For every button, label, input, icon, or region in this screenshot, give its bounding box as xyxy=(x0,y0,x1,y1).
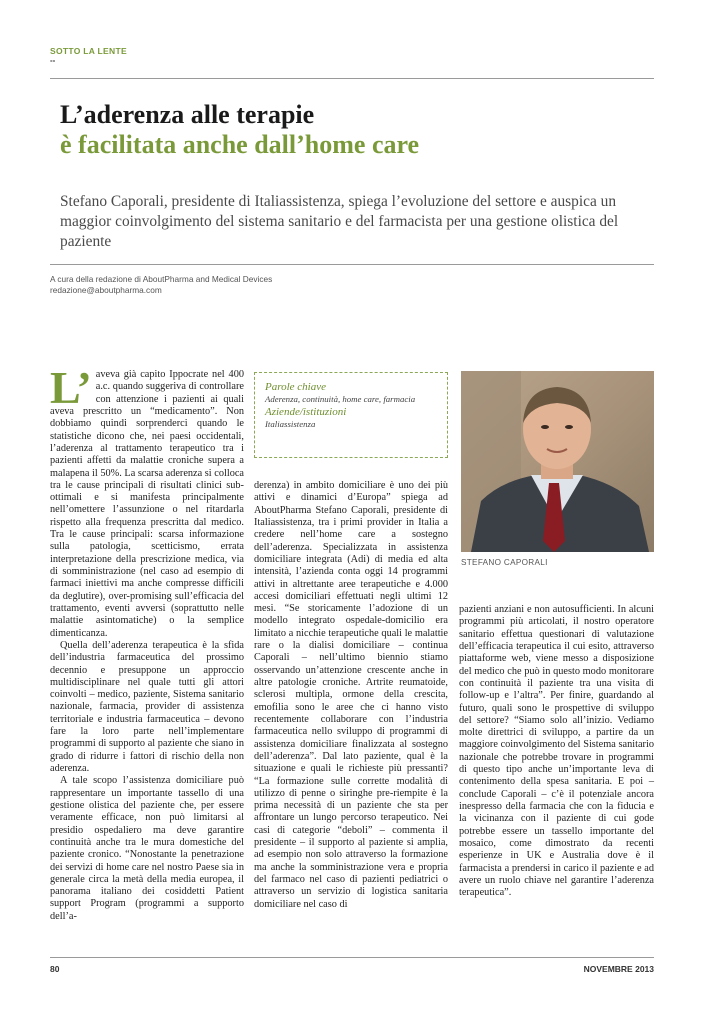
footer-rule xyxy=(50,957,654,958)
portrait-photo-image xyxy=(461,371,654,552)
article-title-line2: è facilitata anche dall’home care xyxy=(60,130,420,159)
article-title-line1: L’aderenza alle terapie xyxy=(60,100,315,129)
photo-caption: STEFANO CAPORALI xyxy=(461,558,548,567)
article-column-3 xyxy=(459,604,654,900)
subtitle-rule xyxy=(50,264,654,265)
section-dash: -- xyxy=(50,56,56,65)
keywords-text: Aderenza, continuità, home care, farmacia xyxy=(265,394,416,404)
article-paragraph: pazienti anziani e non autosufficienti. In alcuni programmi più articolati, il nostro operatore sanitario effettua questionari di valutazione dell’efficacia terapeutica il cui esito, attraverso piattaforme web, viene messo a disposizione del medico che può in questo modo monitorare con continuità il paziente tra una visita di follow-up e l’altra”. Per finire, guardando al futuro, quali sono le prospettive di sviluppo del settore? “Siamo solo all’inizio. Vediamo molte direttrici di sviluppo, a partire da un maggiore coinvolgimento del Sistema sanitario nazionale che potrebbe trovare in programmi di questo tipo anche un’importante leva di contenimento della spesa sanitaria. E poi – conclude Caporali – c’è il potenziale ancora inespresso della farmacia che con la fiducia e la vicinanza con il paziente di cui gode potrebbe essere un tassello importante del mosaico, come dimostrato da recenti esperienze in UK e Australia dove è il farmacista a prendersi in carico il paziente e ad avere un ruolo chiave nel garantire l’aderenza terapeutica”. xyxy=(459,604,654,899)
page-number: 80 xyxy=(50,964,60,974)
drop-cap: L’ xyxy=(50,362,92,413)
issue-date: NOVEMBRE 2013 xyxy=(583,964,654,974)
keywords-heading: Parole chiave xyxy=(265,381,326,393)
section-label: SOTTO LA LENTE xyxy=(50,46,127,56)
top-rule xyxy=(50,78,654,79)
article-column-2 xyxy=(254,480,448,911)
portrait-photo xyxy=(461,371,654,552)
credit-editor: A cura della redazione di AboutPharma and Medical Devices xyxy=(50,274,273,284)
article-subtitle: Stefano Caporali, presidente di Italiassistenza, spiega l’evoluzione del settore e auspica un maggior coinvolgimento del sistema sanitario e del farmacista per una gestione olistica del paziente xyxy=(60,193,619,250)
article-paragraph: Quella dell’aderenza terapeutica è la sfida dell’industria farmaceutica del prossimo decennio e presuppone un approccio multidisciplinare nel quale tutti gli attori coinvolti – medico, paziente, Sistema sanitario nazionale, farmacia, provider di assistenza territoriale e industria farmaceutica – devono fare la loro parte nell’implementare programmi di supporto al paziente che siano in grado di ridurre i fattori di rischio della non aderenza. xyxy=(50,639,244,774)
companies-heading: Aziende/istituzioni xyxy=(265,406,347,418)
article-column-1 xyxy=(50,362,244,923)
credit xyxy=(50,274,272,296)
credit-email[interactable]: redazione@aboutpharma.com xyxy=(50,285,162,295)
article-paragraph: L’ aveva già capito Ippocrate nel 400 a.c. quando suggeriva di controllare con attenzione i pazienti ai quali aveva prescritto un “medicamento”. Non dobbiamo quindi sorprenderci quando le statistiche dicono che, nei paesi occidentali, l’aderenza al trattamento terapeutico tra i pazienti affetti da malattie croniche supera a malapena il 50%. La scarsa aderenza si colloca tra le cause principali di risultati clinici sub-ottimali e si manifesta principalmente nell’omettere l’assunzione o nel ritardarla rispetto alla frequenza prescritta dal medico. Tra le cause principali: scarsa informazione sulla patologia, scetticismo, errata interpretazione della prescrizione medica, via di somministrazione (nel caso ad esempio di farmaci iniettivi ma anche compresse difficili da deglutire), over-promising sull’efficacia del trattamento, eventi avversi (soprattutto nelle malattie asintomatiche) o la semplice dimenticanza. xyxy=(50,362,244,639)
companies-text: Italiassistenza xyxy=(265,419,316,429)
article-paragraph: derenza) in ambito domiciliare è uno dei più attivi e dinamici d’Europa” spiega ad AboutPharma Stefano Caporali, presidente di Italiassistenza, tra i primi provider in Italia a credere nell’home care a sostegno dell’aderenza. Specializzata in assistenza domiciliare integrata (Adi) di media ed alta intensità, l’azienda conta oggi 14 programmi attivi in altrettante aree terapeutiche e 4.000 accesi domiciliari effettuati negli ultimi 12 mesi. “Se storicamente l’adozione di un modello integrato ospedale-domicilio era limitato a nicchie terapeutiche quali le malattie rare o la dialisi domiciliare – continua Caporali – nell’ultimo biennio stiamo osservando un’attenzione crescente anche in altre patologie croniche. Artrite reumatoide, sclerosi multipla, ormone della crescita, emofilia sono le aree che ci hanno visto recentemente collaborare con l’industria farmaceutica nello sviluppo di programmi di assistenza domiciliare finalizzata al sostegno dell’aderenza”. Dal lato paziente, qual è la situazione e quali le richieste più pressanti? “La formazione sulle corrette modalità di utilizzo di penne o siringhe pre-riempite è la prima necessità di un paziente che sta per affrontare un lungo percorso terapeutico. Nei casi di categorie “deboli” – commenta il presidente – il supporto al paziente si amplia, ad esempio non solo attraverso la formazione ma anche la somministrazione vera e propria del farmaco nel caso di pazienti pediatrici o attraverso un servizio di logistica sanitaria domiciliare nel caso di xyxy=(254,480,448,910)
keywords-box xyxy=(254,372,448,458)
article-paragraph: A tale scopo l’assistenza domiciliare può rappresentare un importante tassello di una gestione olistica del paziente che, per essere veramente efficace, non può limitarsi al presidio ospedaliero ma deve garantire continuità anche tra le mura domestiche del paziente cronico. “Nonostante la penetrazione dei servizi di home care nel nostro Paese sia in generale circa la metà della media europea, il panorama italiano dei cosiddetti Patient support Program (programmi a supporto dell’a- xyxy=(50,775,244,922)
